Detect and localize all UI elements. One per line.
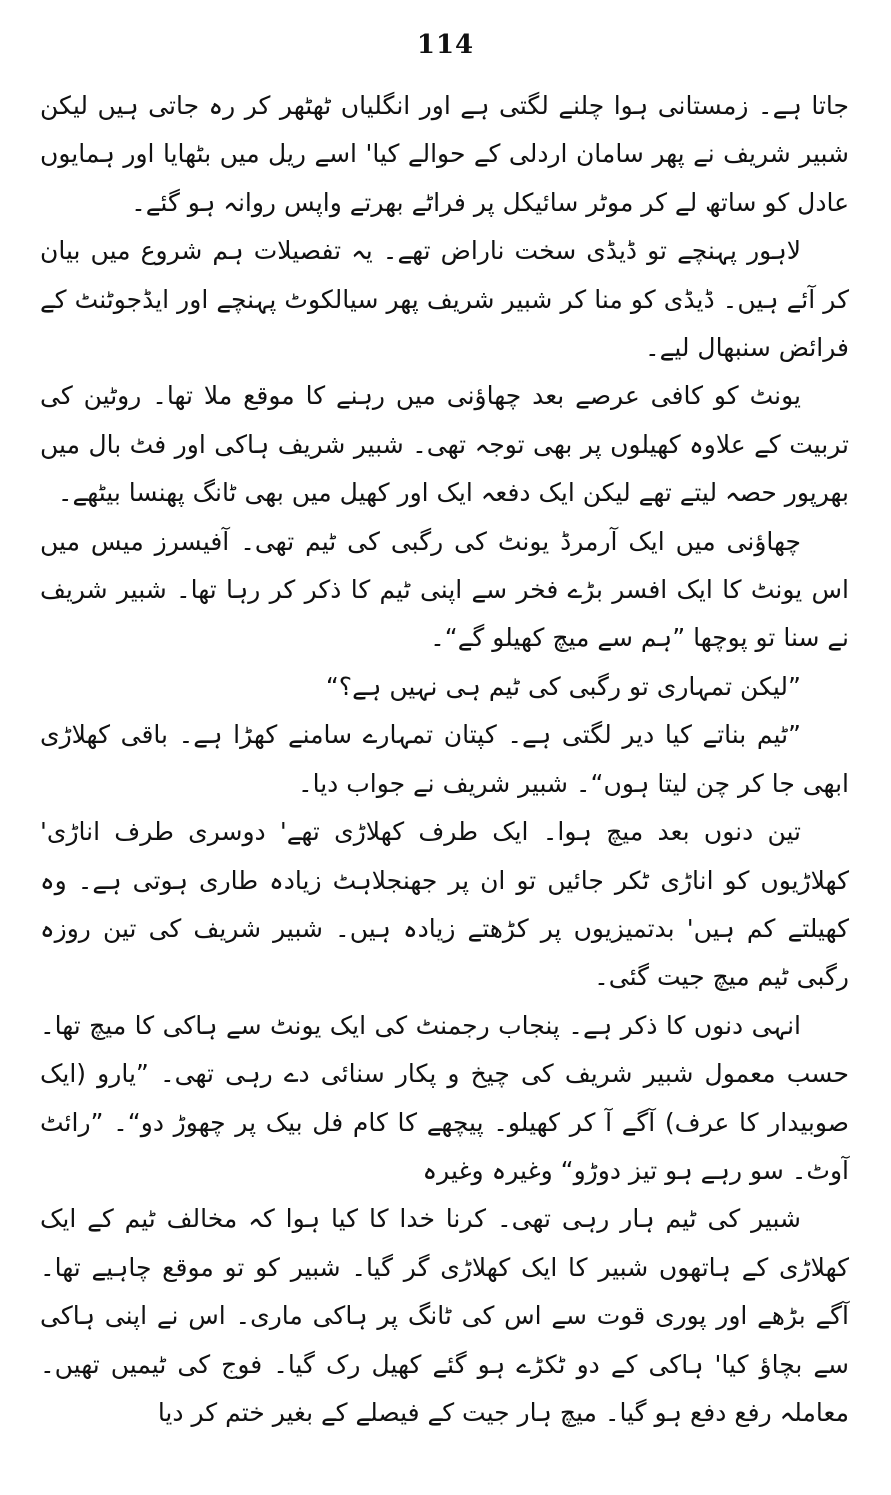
paragraph: شبیر کی ٹیم ہار رہی تھی۔ کرنا خدا کا کیا ہوا کہ مخالف ٹیم کے ایک کھلاڑی کے ہاتھوں شبیر کا ایک کھلاڑی گر گیا۔ شبیر کو تو موقع چاہیے تھا۔ آگے بڑھے اور پوری قوت سے اس کی ٹانگ پر ہاکی ماری۔ اس نے اپنی ہاکی سے بچاؤ کیا' ہاکی کے دو ٹکڑے ہو گئے کھیل رک گیا۔ فوج کی ٹیمیں تھیں۔ معاملہ رفع دفع ہو گیا۔ میچ ہار جیت کے فیصلے کے بغیر ختم کر دیا	[40, 1204, 849, 1427]
page-body-text	[40, 82, 849, 1437]
paragraph: جاتا ہے۔ زمستانی ہوا چلنے لگتی ہے اور انگلیاں ٹھٹھر کر رہ جاتی ہیں لیکن شبیر شریف نے پھر سامان اردلی کے حوالے کیا' اسے ریل میں بٹھایا اور ہمایوں عادل کو ساتھ لے کر موٹر سائیکل پر فراٹے بھرتے واپس روانہ ہو گئے۔	[40, 91, 849, 217]
paragraph: ”ٹیم بناتے کیا دیر لگتی ہے۔ کپتان تمہارے سامنے کھڑا ہے۔ باقی کھلاڑی ابھی جا کر چن لیتا ہوں“۔ شبیر شریف نے جواب دیا۔	[40, 720, 849, 798]
paragraph: یونٹ کو کافی عرصے بعد چھاؤنی میں رہنے کا موقع ملا تھا۔ روٹین کی تربیت کے علاوہ کھیلوں پر بھی توجہ تھی۔ شبیر شریف ہاکی اور فٹ بال میں بھرپور حصہ لیتے تھے لیکن ایک دفعہ ایک اور کھیل میں بھی ٹانگ پھنسا بیٹھے۔	[40, 381, 849, 508]
paragraph: چھاؤنی میں ایک آرمرڈ یونٹ کی رگبی کی ٹیم تھی۔ آفیسرز میس میں اس یونٹ کا ایک افسر بڑے فخر سے اپنی ٹیم کا ذکر کر رہا تھا۔ شبیر شریف نے سنا تو پوچھا ”ہم سے میچ کھیلو گے“۔	[40, 526, 849, 653]
paragraph: تین دنوں بعد میچ ہوا۔ ایک طرف کھلاڑی تھے' دوسری طرف اناڑی' کھلاڑیوں کو اناڑی ٹکر جائیں تو ان پر جھنجلاہٹ زیادہ طاری ہوتی ہے۔ وہ کھیلتے کم ہیں' بدتمیزیوں پر کڑھتے زیادہ ہیں۔ شبیر شریف کی تین روزہ رگبی ٹیم میچ جیت گئی۔	[40, 817, 849, 992]
paragraph: لاہور پہنچے تو ڈیڈی سخت ناراض تھے۔ یہ تفصیلات ہم شروع میں بیان کر آئے ہیں۔ ڈیڈی کو منا کر شبیر شریف پھر سیالکوٹ پہنچے اور ایڈجوٹنٹ کے فرائض سنبھال لیے۔	[40, 236, 849, 363]
page-number: 114	[416, 30, 475, 60]
paragraph: ”لیکن تمہاری تو رگبی کی ٹیم ہی نہیں ہے؟“	[325, 671, 801, 701]
paragraph: انہی دنوں کا ذکر ہے۔ پنجاب رجمنٹ کی ایک یونٹ سے ہاکی کا میچ تھا۔ حسب معمول شبیر شریف کی چیخ و پکار سنائی دے رہی تھی۔ ”یارو (ایک صوبیدار کا عرف) آگے آ کر کھیلو۔ پیچھے کا کام فل بیک پر چھوڑ دو“۔ ”رائٹ آوٹ۔ سو رہے ہو تیز دوڑو“ وغیرہ وغیرہ	[40, 1010, 849, 1185]
